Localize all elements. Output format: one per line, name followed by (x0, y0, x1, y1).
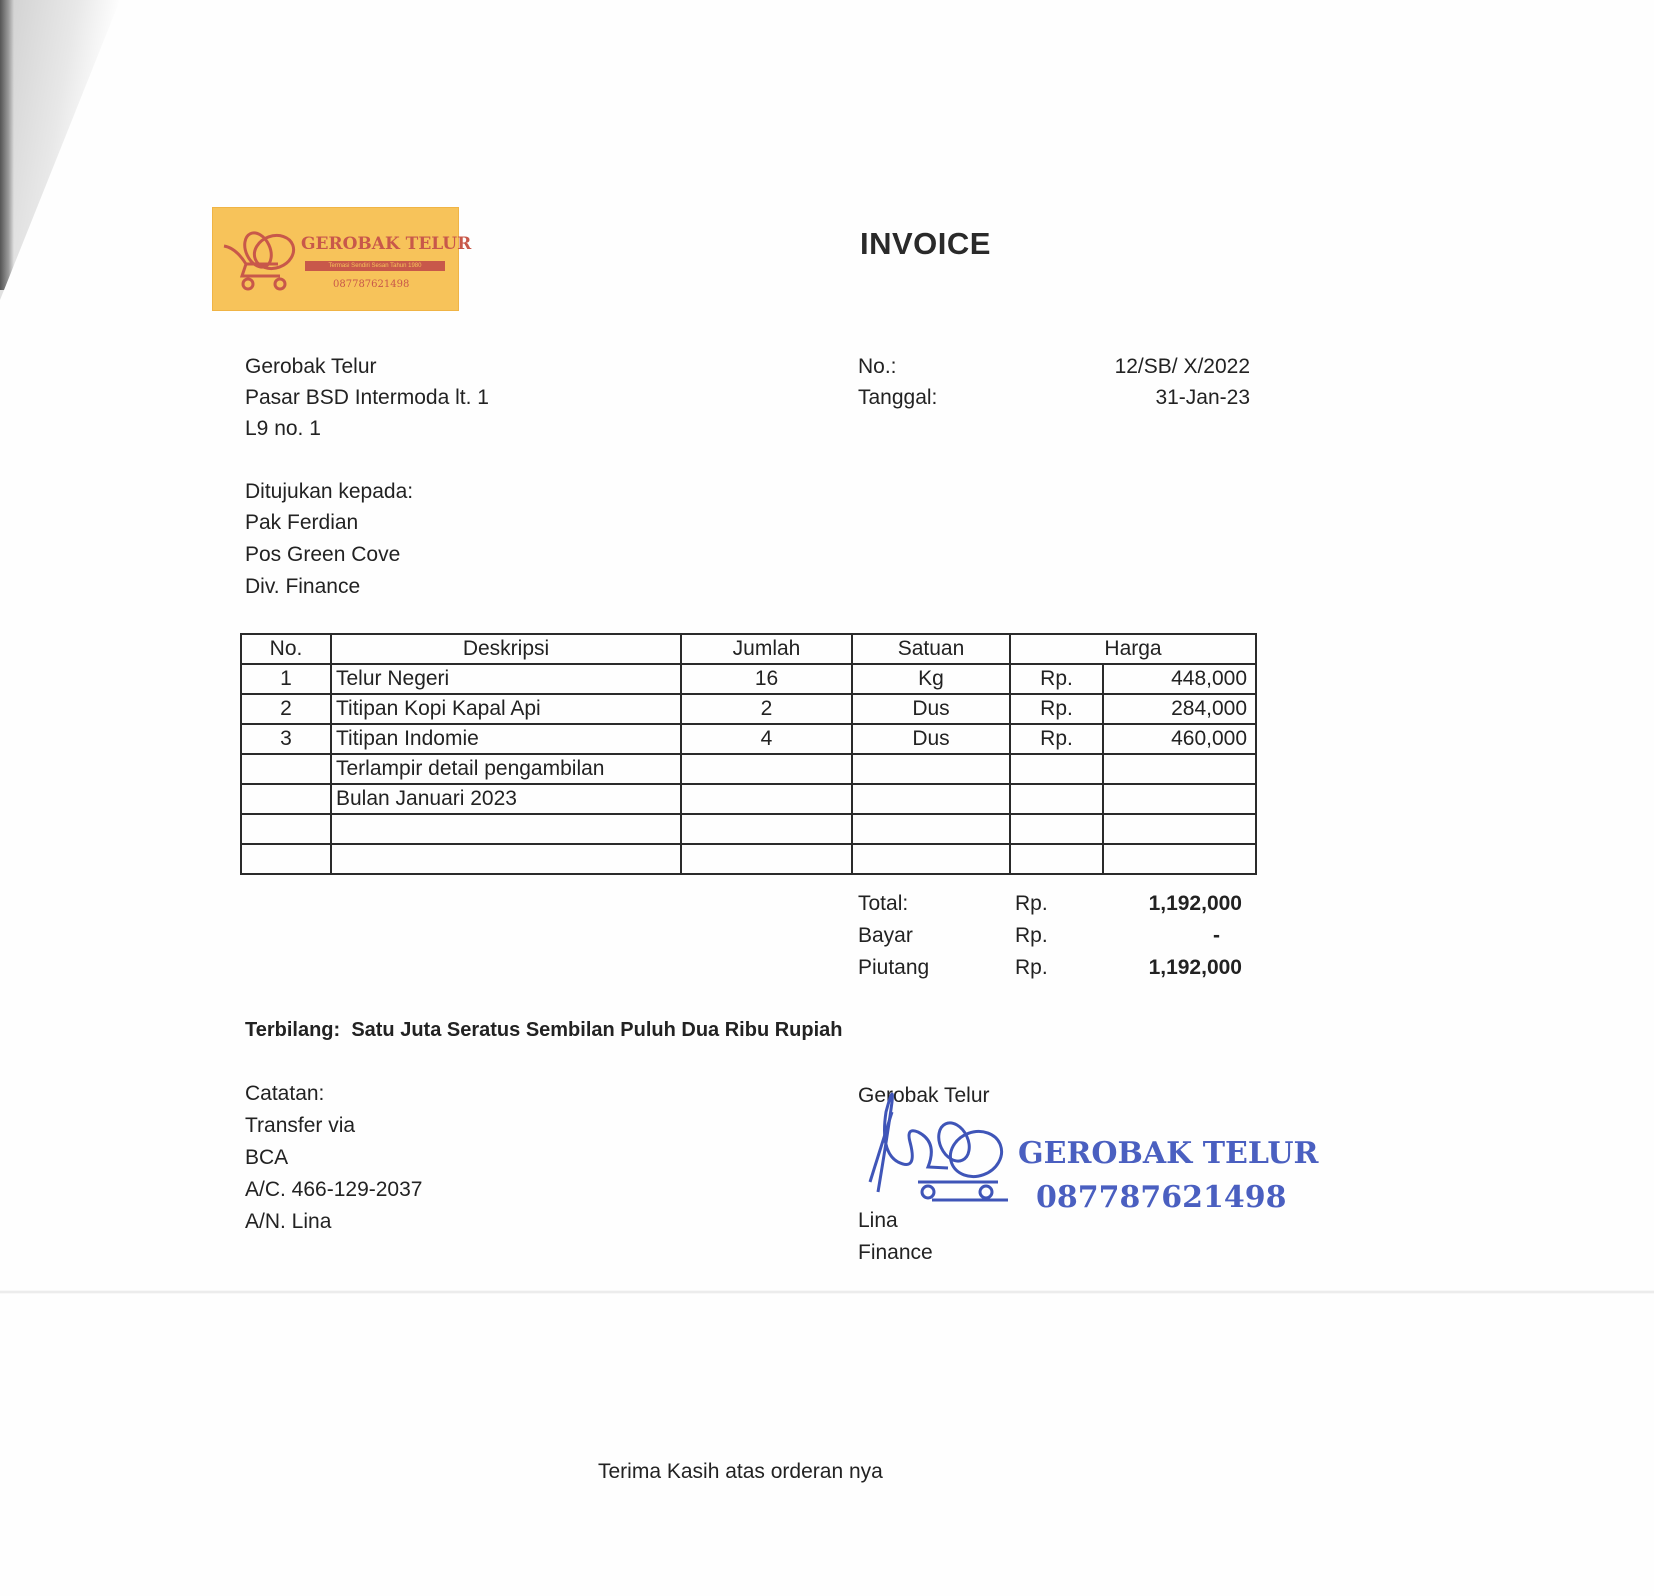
stamp-phone: 087787621498 (1036, 1180, 1287, 1215)
row-description (331, 844, 681, 874)
table-header-row (241, 634, 1256, 664)
due-value: 1,192,000 (1148, 956, 1242, 979)
header-price: Harga (1010, 634, 1256, 664)
notes-account-number: A/C. 466-129-2037 (245, 1178, 423, 1201)
row-qty (681, 814, 852, 844)
scan-fold-line (0, 1290, 1654, 1294)
row-qty (681, 754, 852, 784)
recipient-heading: Ditujukan kepada: (245, 480, 414, 503)
paid-label: Bayar (858, 924, 913, 947)
logo-phone: 087787621498 (333, 279, 410, 290)
signer-role: Finance (858, 1241, 933, 1264)
table-row (241, 694, 1256, 724)
row-unit (852, 844, 1010, 874)
row-price (1103, 844, 1256, 874)
amount-in-words-text: Satu Juta Seratus Sembilan Puluh Dua Ribu Rupiah (351, 1019, 843, 1041)
row-qty: 16 (681, 664, 852, 694)
row-no: 3 (241, 724, 331, 754)
recipient-division: Div. Finance (245, 575, 361, 598)
invoice-no-value: 12/SB/ X/2022 (1114, 355, 1250, 378)
scan-shadow (0, 0, 120, 300)
due-label: Piutang (858, 956, 930, 979)
seller-address-line2: L9 no. 1 (245, 417, 321, 440)
row-description: Telur Negeri (331, 664, 681, 694)
notes-bank: BCA (245, 1146, 289, 1169)
row-description: Terlampir detail pengambilan (331, 754, 681, 784)
company-logo (212, 207, 472, 311)
row-currency (1010, 754, 1103, 784)
logo-tagline: Termasi Sendiri Sesan Tahun 1980 (305, 261, 445, 271)
invoice-title: INVOICE (860, 226, 991, 261)
table-row (241, 664, 1256, 694)
row-unit: Dus (852, 724, 1010, 754)
row-description: Bulan Januari 2023 (331, 784, 681, 814)
row-no (241, 814, 331, 844)
row-currency (1010, 814, 1103, 844)
invoice-no-label: No.: (858, 355, 897, 378)
amount-in-words-label: Terbilang: (245, 1019, 341, 1041)
header-description: Deskripsi (331, 634, 681, 664)
row-currency: Rp. (1010, 664, 1103, 694)
table-row (241, 814, 1256, 844)
row-description: Titipan Indomie (331, 724, 681, 754)
row-no: 2 (241, 694, 331, 724)
row-qty (681, 784, 852, 814)
row-price (1103, 814, 1256, 844)
row-qty (681, 844, 852, 874)
logo-title: GEROBAK TELUR (301, 234, 472, 254)
row-description (331, 814, 681, 844)
recipient-name: Pak Ferdian (245, 511, 359, 534)
table-row (241, 784, 1256, 814)
signer-name: Lina (858, 1209, 898, 1232)
row-qty: 2 (681, 694, 852, 724)
row-unit (852, 814, 1010, 844)
row-currency (1010, 784, 1103, 814)
notes-heading: Catatan: (245, 1082, 325, 1105)
row-currency: Rp. (1010, 724, 1103, 754)
total-value: 1,192,000 (1148, 892, 1242, 915)
row-price (1103, 754, 1256, 784)
row-description: Titipan Kopi Kapal Api (331, 694, 681, 724)
row-unit (852, 784, 1010, 814)
header-unit: Satuan (852, 634, 1010, 664)
total-currency: Rp. (1015, 892, 1048, 915)
due-currency: Rp. (1015, 956, 1048, 979)
table-row (241, 754, 1256, 784)
signature-icon (858, 1072, 1018, 1222)
row-currency (1010, 844, 1103, 874)
paid-value: - (1213, 924, 1220, 947)
row-no (241, 754, 331, 784)
notes-account-name: A/N. Lina (245, 1210, 332, 1233)
row-no: 1 (241, 664, 331, 694)
row-no (241, 784, 331, 814)
items-table (240, 633, 1257, 875)
header-no: No. (241, 634, 331, 664)
row-unit: Dus (852, 694, 1010, 724)
row-price (1103, 784, 1256, 814)
row-unit (852, 754, 1010, 784)
header-qty: Jumlah (681, 634, 852, 664)
recipient-company: Pos Green Cove (245, 543, 401, 566)
row-unit: Kg (852, 664, 1010, 694)
thank-you-note: Terima Kasih atas orderan nya (598, 1460, 883, 1483)
paid-currency: Rp. (1015, 924, 1048, 947)
row-price: 284,000 (1103, 694, 1256, 724)
row-no (241, 844, 331, 874)
signature-company: Gerobak Telur (858, 1084, 990, 1107)
seller-name: Gerobak Telur (245, 355, 377, 378)
row-price: 460,000 (1103, 724, 1256, 754)
row-qty: 4 (681, 724, 852, 754)
row-currency: Rp. (1010, 694, 1103, 724)
invoice-date-value: 31-Jan-23 (1155, 386, 1250, 409)
notes-line1: Transfer via (245, 1114, 356, 1137)
row-price: 448,000 (1103, 664, 1256, 694)
invoice-date-label: Tanggal: (858, 386, 938, 409)
cart-egg-icon (218, 224, 303, 294)
total-label: Total: (858, 892, 909, 915)
amount-in-words (245, 1015, 843, 1046)
table-row (241, 724, 1256, 754)
stamp-name: GEROBAK TELUR (1018, 1136, 1319, 1171)
seller-address-line1: Pasar BSD Intermoda lt. 1 (245, 386, 489, 409)
table-row (241, 844, 1256, 874)
